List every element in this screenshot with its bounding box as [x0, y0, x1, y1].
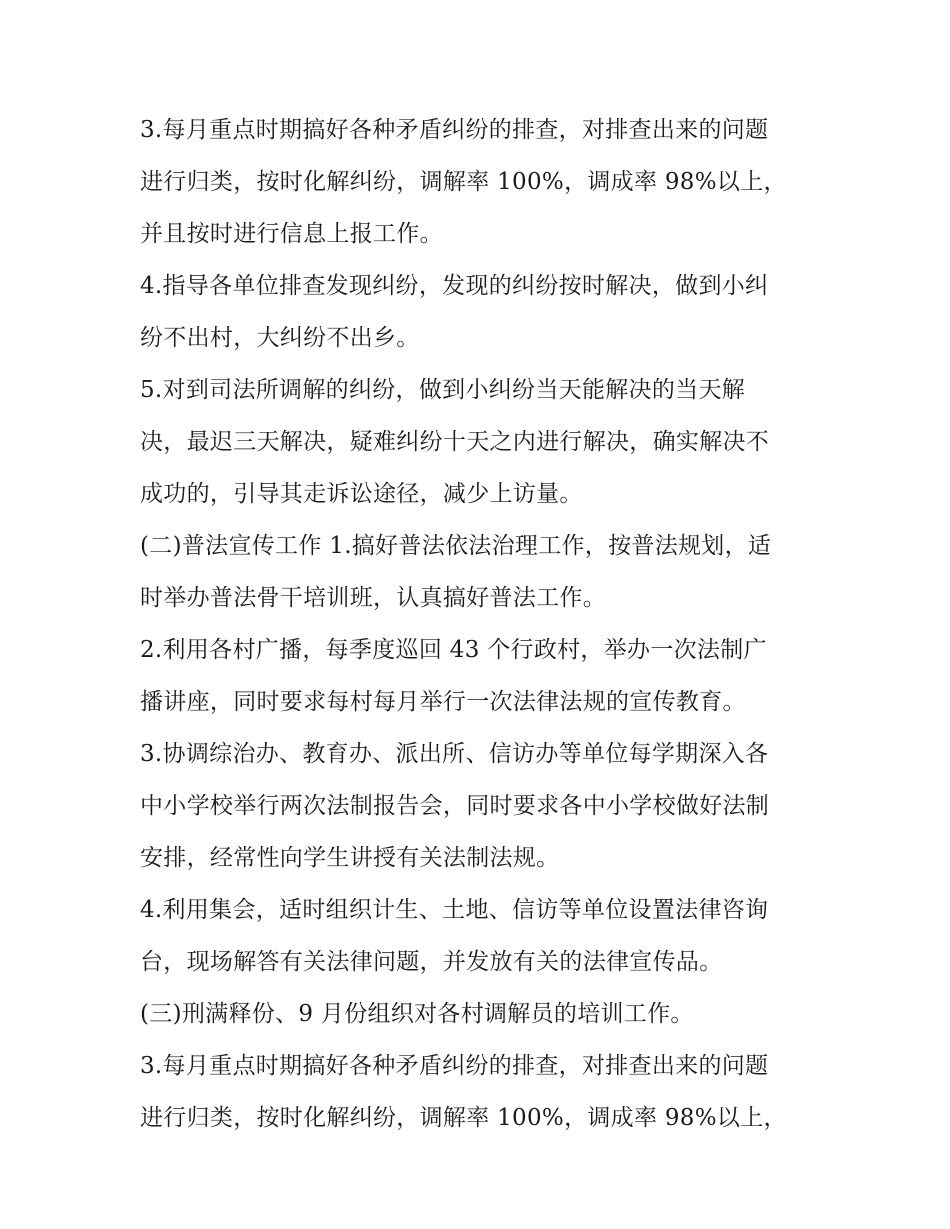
text-line: 3.每月重点时期搞好各种矛盾纠纷的排查，对排查出来的问题: [140, 1053, 769, 1079]
text-line: 成功的，引导其走诉讼途径，减少上访量。: [140, 481, 583, 507]
text-line: 台，现场解答有关法律问题，并发放有关的法律宣传品。: [140, 949, 723, 975]
text-line: 2.利用各村广播，每季度巡回 43 个行政村，举办一次法制广: [140, 637, 767, 663]
text-line: 并且按时进行信息上报工作。: [140, 221, 443, 247]
text-line: 安排，经常性向学生讲授有关法制法规。: [140, 845, 560, 871]
document-body: [140, 104, 820, 1144]
text-line: 时举办普法骨干培训班，认真搞好普法工作。: [140, 585, 606, 611]
text-line: 进行归类，按时化解纠纷，调解率 100%，调成率 98%以上，: [140, 169, 787, 195]
text-line: 4.指导各单位排查发现纠纷，发现的纠纷按时解决，做到小纠: [140, 273, 769, 299]
text-line: 3.协调综治办、教育办、派出所、信访办等单位每学期深入各: [140, 741, 769, 767]
text-line: 进行归类，按时化解纠纷，调解率 100%，调成率 98%以上，: [140, 1105, 787, 1131]
text-line: (三)刑满释份、9 月份组织对各村调解员的培训工作。: [140, 1001, 694, 1027]
text-line: 决，最迟三天解决，疑难纠纷十天之内进行解决，确实解决不: [140, 429, 770, 455]
text-line: 播讲座，同时要求每村每月举行一次法律法规的宣传教育。: [140, 689, 746, 715]
text-line: 3.每月重点时期搞好各种矛盾纠纷的排查，对排查出来的问题: [140, 117, 769, 143]
text-line: 中小学校举行两次法制报告会，同时要求各中小学校做好法制: [140, 793, 770, 819]
text-line: 5.对到司法所调解的纠纷，做到小纠纷当天能解决的当天解: [140, 377, 746, 403]
text-line: 纷不出村，大纠纷不出乡。: [140, 325, 420, 351]
text-line: (二)普法宣传工作 1.搞好普法依法治理工作，按普法规划，适: [140, 533, 772, 559]
text-line: 4.利用集会，适时组织计生、土地、信访等单位设置法律咨询: [140, 897, 769, 923]
